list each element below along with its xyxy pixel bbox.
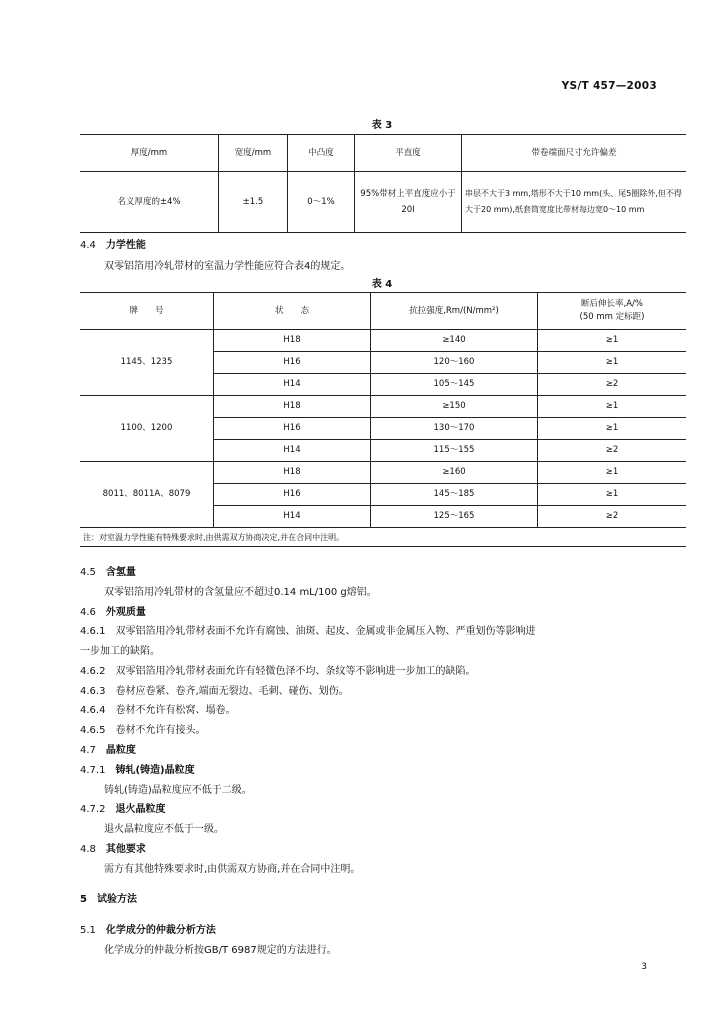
table-row — [80, 462, 686, 484]
tensile-cell: ≥160 — [371, 462, 538, 484]
section-number: 4.6.4 — [80, 705, 106, 716]
tensile-cell: 125～165 — [371, 506, 538, 528]
table3-header-width: 宽度/mm — [219, 135, 288, 172]
section-title: 含氢量 — [105, 567, 136, 578]
state-cell: H16 — [214, 484, 371, 506]
section-title: 试验方法 — [96, 894, 137, 905]
section-4-6-5 — [80, 721, 205, 736]
section-title: 外观质量 — [105, 607, 146, 618]
table3-cell-crown: 0～1% — [288, 172, 355, 233]
table3-header-row — [80, 135, 686, 172]
section-4-6-1 — [80, 622, 535, 637]
table4-caption: 表 4 — [371, 279, 393, 290]
elongation-cell: ≥1 — [538, 396, 687, 418]
section-4-6-3 — [80, 682, 349, 697]
table4-note: 注：对室温力学性能有特殊要求时,由供需双方协商决定,并在合同中注明。 — [80, 528, 686, 547]
table3-header-flatness: 平直度 — [355, 135, 462, 172]
table4-header-state: 状 态 — [214, 293, 371, 330]
table3-cell-tolerance: 串层不大于3 mm,塔形不大于10 mm(头、尾5圈除外,但不得大于20 mm),纸套筒宽度比带材每边宽0～10 mm — [462, 172, 687, 233]
tensile-cell: 105～145 — [371, 374, 538, 396]
section-number: 4.6.3 — [80, 686, 106, 697]
section-text: 卷材不允许有接头。 — [115, 725, 206, 736]
tensile-cell: 115～155 — [371, 440, 538, 462]
section-title: 退火晶粒度 — [115, 804, 166, 815]
grade-cell: 1145、1235 — [80, 330, 214, 396]
tensile-cell: ≥140 — [371, 330, 538, 352]
section-text: 双零铝箔用冷轧带材表面允许有轻微色泽不均、条纹等不影响进一步加工的缺陷。 — [115, 666, 476, 677]
page-number: 3 — [641, 962, 647, 972]
tensile-cell: 130～170 — [371, 418, 538, 440]
section-number: 4.4 — [80, 240, 96, 251]
table4-header-tensile: 抗拉强度,Rm/(N/mm²) — [371, 293, 538, 330]
section-5 — [80, 890, 137, 905]
tensile-cell: 120～160 — [371, 352, 538, 374]
tensile-cell: ≥150 — [371, 396, 538, 418]
section-title: 晶粒度 — [105, 745, 136, 756]
elongation-cell: ≥1 — [538, 484, 687, 506]
table-row — [80, 330, 686, 352]
section-4-5-text: 双零铝箔用冷轧带材的含氢量应不超过0.14 mL/100 g熔铝。 — [104, 587, 377, 598]
section-4-6-2 — [80, 662, 475, 677]
section-number: 4.7 — [80, 745, 96, 756]
state-cell: H16 — [214, 352, 371, 374]
section-text: 卷材应卷紧、卷齐,端面无裂边、毛刺、碰伤、划伤。 — [115, 686, 349, 697]
section-text: 卷材不允许有松窝、塌卷。 — [115, 705, 236, 716]
state-cell: H18 — [214, 396, 371, 418]
elongation-gauge-label: (50 mm 定标距) — [579, 312, 645, 322]
section-title: 铸轧(铸造)晶粒度 — [115, 765, 195, 776]
section-4-7-1-text: 铸轧(铸造)晶粒度应不低于二级。 — [104, 785, 252, 796]
state-cell: H14 — [214, 440, 371, 462]
elongation-cell: ≥2 — [538, 440, 687, 462]
table4-note-row — [80, 528, 686, 547]
state-cell: H18 — [214, 330, 371, 352]
table4-header-grade: 牌 号 — [80, 293, 214, 330]
section-5-1 — [80, 921, 216, 936]
standard-code: YS/T 457—2003 — [561, 80, 657, 92]
section-number: 4.8 — [80, 844, 96, 855]
grade-cell: 1100、1200 — [80, 396, 214, 462]
table4-header-elongation — [538, 293, 687, 330]
section-4-7 — [80, 741, 136, 756]
elongation-cell: ≥1 — [538, 462, 687, 484]
section-4-6 — [80, 603, 146, 618]
elongation-cell: ≥2 — [538, 374, 687, 396]
section-4-8-text: 需方有其他特殊要求时,由供需双方协商,并在合同中注明。 — [104, 864, 361, 875]
section-4-6-4 — [80, 701, 235, 716]
section-number: 5 — [80, 894, 87, 905]
table3-cell-width: ±1.5 — [219, 172, 288, 233]
state-cell: H16 — [214, 418, 371, 440]
elongation-cell: ≥1 — [538, 418, 687, 440]
table4 — [80, 292, 686, 547]
section-4-5 — [80, 563, 136, 578]
section-4-7-2 — [80, 800, 165, 815]
state-cell: H14 — [214, 506, 371, 528]
section-number: 5.1 — [80, 925, 96, 936]
section-number: 4.6.5 — [80, 725, 106, 736]
table3-caption: 表 3 — [371, 120, 393, 131]
table3-cell-flatness: 95%带材上平直度应小于20I — [355, 172, 462, 233]
elongation-cell: ≥2 — [538, 506, 687, 528]
table3-header-thickness: 厚度/mm — [80, 135, 219, 172]
section-4-4-text: 双零铝箔用冷轧带材的室温力学性能应符合表4的规定。 — [104, 261, 351, 272]
section-title: 化学成分的仲裁分析方法 — [105, 925, 216, 936]
elongation-cell: ≥1 — [538, 330, 687, 352]
elongation-label: 断后伸长率,A/% — [581, 299, 643, 309]
table3-header-crown: 中凸度 — [288, 135, 355, 172]
state-cell: H18 — [214, 462, 371, 484]
table3-header-tolerance: 带卷端面尺寸允许偏差 — [462, 135, 687, 172]
table-row — [80, 396, 686, 418]
section-5-1-text: 化学成分的仲裁分析按GB/T 6987规定的方法进行。 — [104, 945, 337, 956]
section-number: 4.7.1 — [80, 765, 106, 776]
grade-cell: 8011、8011A、8079 — [80, 462, 214, 528]
state-cell: H14 — [214, 374, 371, 396]
section-title: 其他要求 — [105, 844, 146, 855]
section-4-7-2-text: 退火晶粒度应不低于一级。 — [104, 824, 224, 835]
section-4-4 — [80, 236, 146, 251]
table3-row — [80, 172, 686, 233]
section-number: 4.7.2 — [80, 804, 106, 815]
section-4-8 — [80, 840, 146, 855]
tensile-cell: 145～185 — [371, 484, 538, 506]
table3 — [80, 134, 686, 233]
section-text: 双零铝箔用冷轧带材表面不允许有腐蚀、油斑、起皮、金属或非金属压入物、严重划伤等影响进 — [115, 626, 536, 637]
table3-cell-thickness: 名义厚度的±4% — [80, 172, 219, 233]
section-4-6-1-cont: 一步加工的缺陷。 — [80, 646, 160, 657]
section-4-7-1 — [80, 761, 195, 776]
elongation-cell: ≥1 — [538, 352, 687, 374]
section-number: 4.5 — [80, 567, 96, 578]
section-number: 4.6 — [80, 607, 96, 618]
table4-header-row — [80, 293, 686, 330]
section-number: 4.6.2 — [80, 666, 106, 677]
section-title: 力学性能 — [105, 240, 146, 251]
section-number: 4.6.1 — [80, 626, 106, 637]
